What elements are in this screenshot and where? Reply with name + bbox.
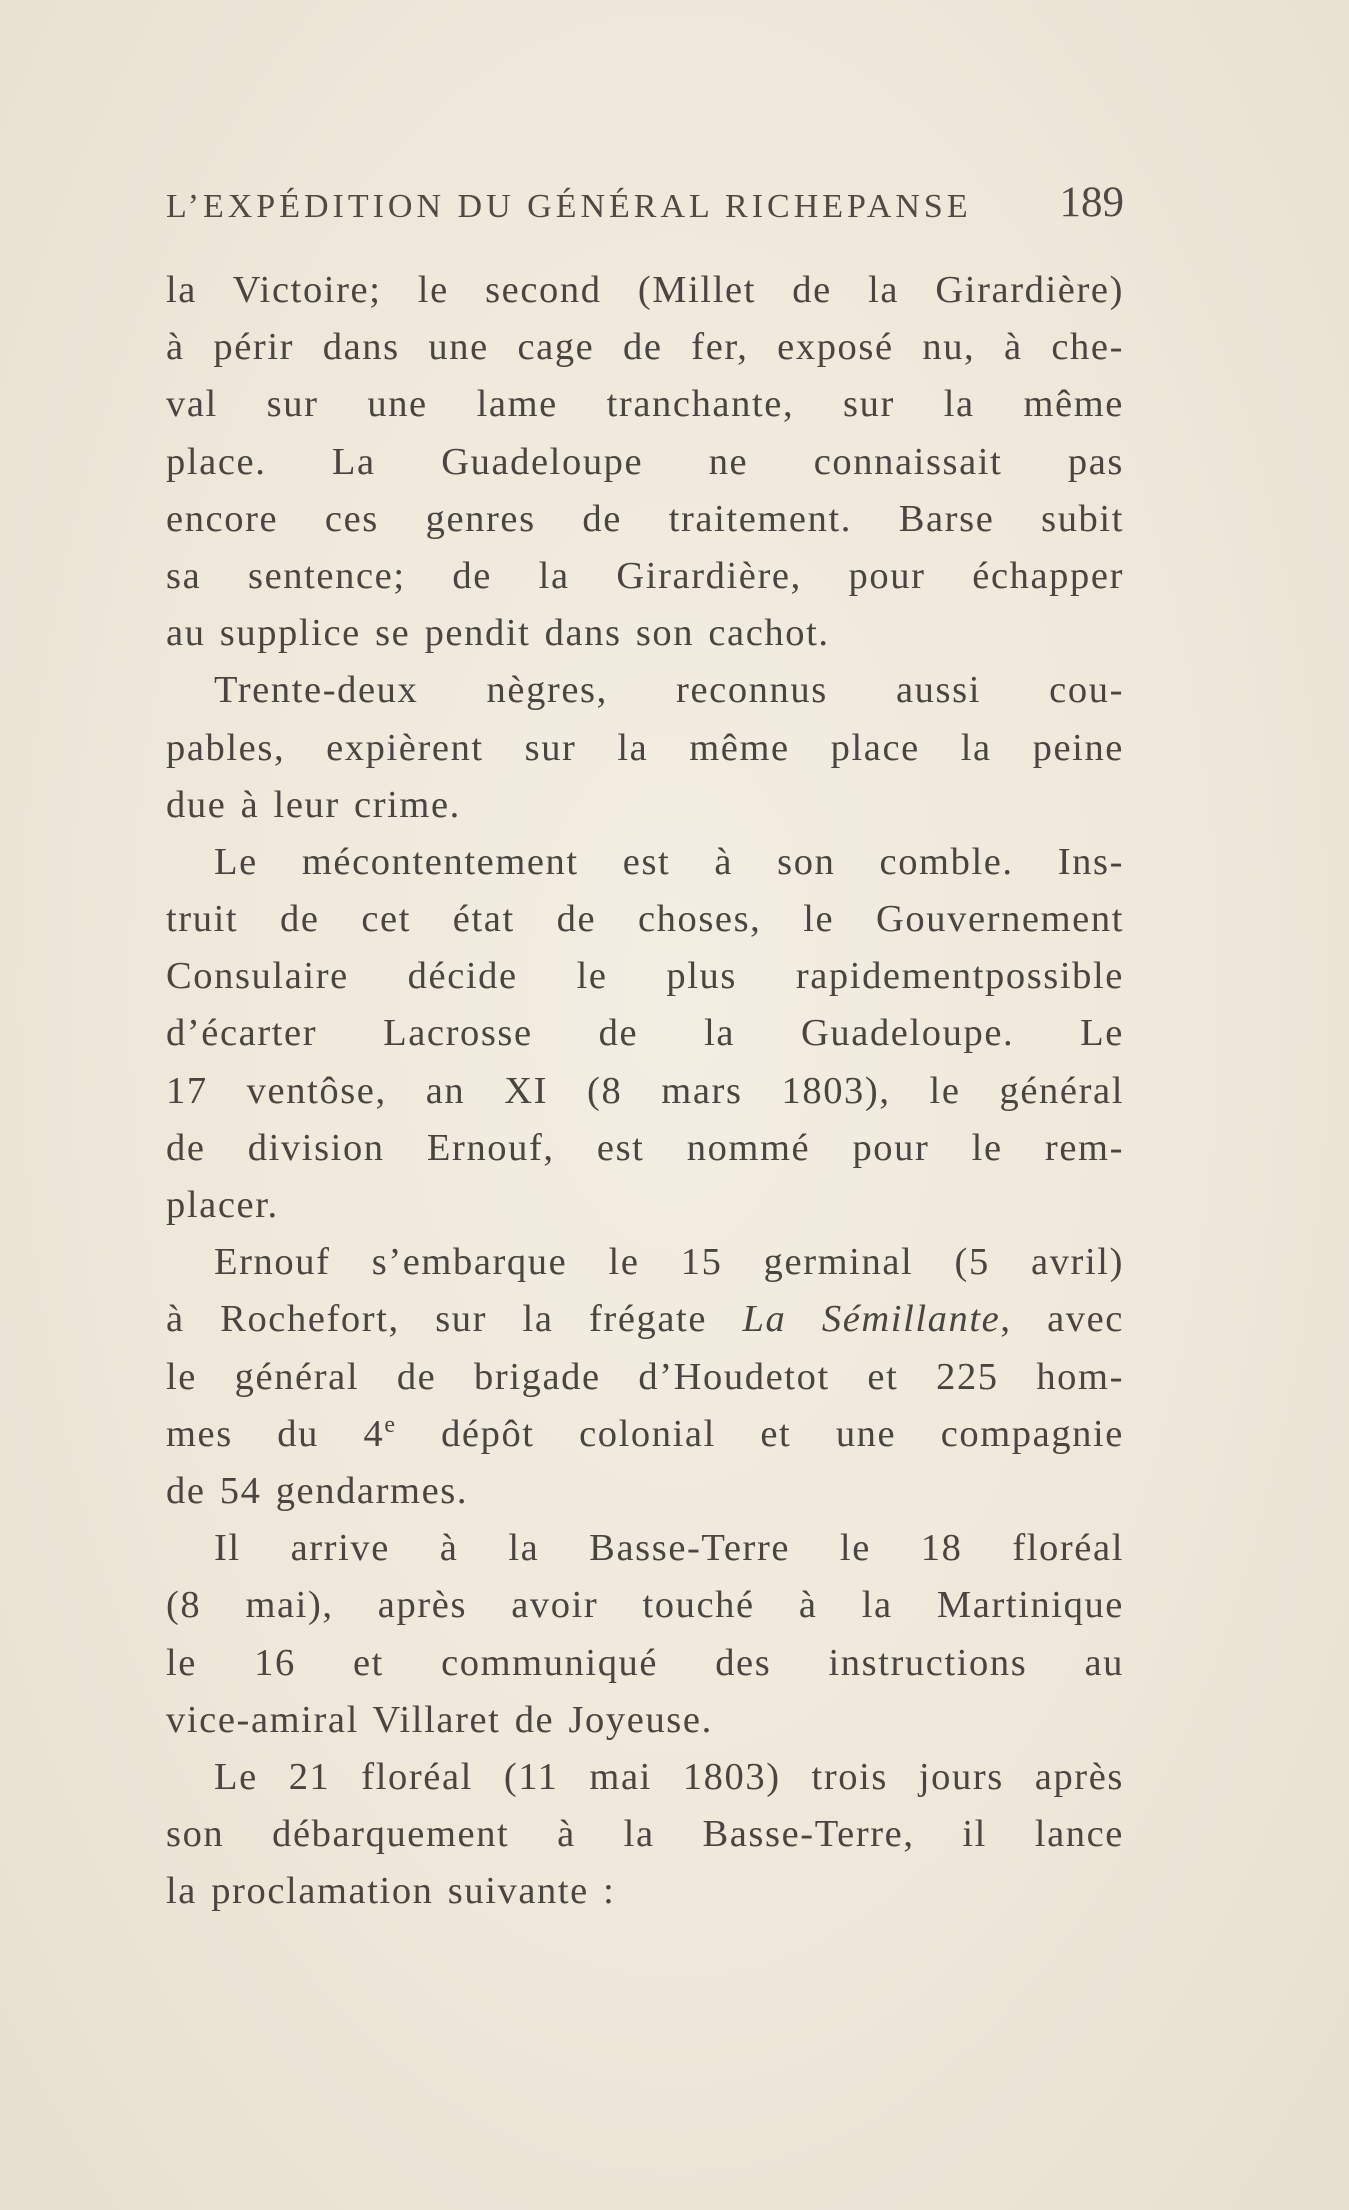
text-line: à périr dans une cage de fer, exposé nu, à che-: [166, 326, 1124, 369]
text-segment: dépôt colonial et une compagnie: [396, 1412, 1124, 1455]
text-line: Il arrive à la Basse-Terre le 18 floréal: [214, 1527, 1124, 1570]
text-line: encore ces genres de traitement. Barse subit: [166, 497, 1124, 540]
text-line: vice-amiral Villaret de Joyeuse.: [166, 1698, 713, 1741]
text-line: Ernouf s’embarque le 15 germinal (5 avril): [214, 1241, 1124, 1284]
text-line: val sur une lame tranchante, sur la même: [166, 383, 1124, 426]
text-line: Trente-deux nègres, reconnus aussi cou-: [214, 669, 1124, 712]
text-line: truit de cet état de choses, le Gouvernement: [166, 898, 1124, 941]
text-line: la proclamation suivante :: [166, 1870, 616, 1913]
text-line: au supplice se pendit dans son cachot.: [166, 612, 830, 655]
text-line: placer.: [166, 1184, 279, 1226]
text-line: place. La Guadeloupe ne connaissait pas: [166, 440, 1124, 483]
page-number: 189: [1059, 179, 1124, 226]
text-line: due à leur crime.: [166, 783, 461, 826]
text-line: d’écarter Lacrosse de la Guadeloupe. Le: [166, 1012, 1124, 1055]
text-line: 17 ventôse, an XI (8 mars 1803), le général: [166, 1069, 1124, 1112]
text-line: de division Ernouf, est nommé pour le rem-: [166, 1126, 1124, 1169]
text-line: de 54 gendarmes.: [166, 1469, 469, 1512]
text-line: le 16 et communiqué des instructions au: [166, 1641, 1124, 1684]
body-text: [166, 262, 1124, 1920]
text-segment: à Rochefort, sur la frégate: [166, 1298, 743, 1341]
text-line: Consulaire décide le plus rapidementpossible: [166, 955, 1124, 998]
text-line: sa sentence; de la Girardière, pour échapper: [166, 554, 1124, 597]
text-segment: mes du 4: [166, 1412, 385, 1455]
text-line: (8 mai), après avoir touché à la Martinique: [166, 1584, 1124, 1627]
running-title: L’EXPÉDITION DU GÉNÉRAL RICHEPANSE: [166, 188, 972, 225]
text-line: Le mécontentement est à son comble. Ins-: [214, 840, 1124, 883]
text-line: la Victoire; le second (Millet de la Girardière): [166, 269, 1124, 311]
text-line: le général de brigade d’Houdetot et 225 hom-: [166, 1355, 1124, 1398]
ship-name: La Sémillante: [742, 1298, 1001, 1341]
text-line-with-italic: [166, 1291, 1124, 1348]
text-segment: , avec: [1000, 1298, 1124, 1341]
text-line: son débarquement à la Basse-Terre, il lance: [166, 1813, 1124, 1856]
text-line-with-superscript: [166, 1406, 1124, 1463]
ordinal-superscript: e: [384, 1411, 397, 1438]
text-line: Le 21 floréal (11 mai 1803) trois jours après: [214, 1755, 1124, 1798]
text-line: pables, expièrent sur la même place la peine: [166, 726, 1124, 769]
running-header: [166, 178, 1124, 230]
